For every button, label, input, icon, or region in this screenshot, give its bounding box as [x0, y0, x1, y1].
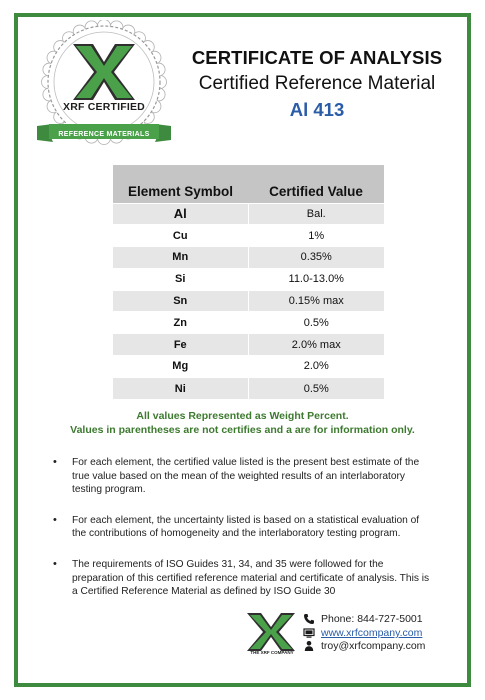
- certified-value: Bal.: [248, 203, 384, 225]
- certified-value: 1%: [248, 225, 384, 247]
- element-symbol: Mn: [113, 247, 248, 269]
- table-row: [113, 377, 384, 399]
- bullet-icon: •: [53, 456, 57, 468]
- element-symbol: Al: [113, 203, 248, 225]
- person-icon: [303, 640, 315, 652]
- table-row: [113, 356, 384, 378]
- list-item-text: For each element, the uncertainty listed is based on a statistical evaluation of the contributions of homogeneity and the interlaboratory testing program.: [72, 514, 420, 540]
- table-row: [113, 290, 384, 312]
- certification-notes-list: [50, 456, 435, 616]
- parentheses-note: Values in parentheses are not certifies and a are for information only.: [70, 424, 415, 436]
- list-item: [50, 456, 435, 497]
- table-row: [113, 203, 384, 225]
- seal-ribbon-text: REFERENCE MATERIALS: [58, 131, 150, 138]
- certified-value: 0.35%: [248, 247, 384, 269]
- company-caption: THE XRF COMPANY: [250, 650, 294, 655]
- table-row: [113, 268, 384, 290]
- x-logo-icon: [245, 612, 297, 652]
- list-item-text: For each element, the certified value listed is the present best estimate of the true value based on the mean of the weighted results of an interlaboratory testing program.: [72, 457, 420, 496]
- certified-value: 2.0%: [248, 356, 384, 378]
- certified-value: 0.15% max: [248, 290, 384, 312]
- website-link[interactable]: www.xrfcompany.com: [321, 627, 423, 639]
- certified-value: 2.0% max: [248, 334, 384, 356]
- table-row: [113, 225, 384, 247]
- element-symbol: Fe: [113, 334, 248, 356]
- computer-icon: [303, 627, 315, 639]
- phone-number: Phone: 844-727-5001: [321, 613, 423, 625]
- xrf-certified-seal-logo: [35, 20, 173, 158]
- certified-value: 0.5%: [248, 312, 384, 334]
- element-symbol: Sn: [113, 290, 248, 312]
- bullet-icon: •: [53, 513, 57, 526]
- element-symbol: Mg: [113, 356, 248, 378]
- phone-contact: [303, 613, 423, 625]
- email-contact: [303, 640, 425, 652]
- email-address: troy@xrfcompany.com: [321, 640, 426, 652]
- element-symbol: Ni: [113, 377, 248, 399]
- list-item: [50, 558, 435, 599]
- list-item: [50, 514, 435, 541]
- table-row: [113, 334, 384, 356]
- element-symbol: Zn: [113, 312, 248, 334]
- certified-value: 11.0-13.0%: [248, 268, 384, 290]
- table-row: [113, 247, 384, 269]
- column-header-value: Certified Value: [248, 165, 384, 203]
- website-contact: [303, 627, 422, 639]
- seal-title: XRF CERTIFIED: [63, 101, 145, 113]
- column-header-element: Element Symbol: [113, 165, 248, 203]
- element-symbol: Cu: [113, 225, 248, 247]
- phone-icon: [303, 613, 315, 625]
- certificate-subtitle: Certified Reference Material: [198, 73, 436, 94]
- table-header-row: [113, 165, 384, 203]
- product-name: Al 413: [289, 99, 345, 120]
- certified-values-table: [113, 165, 384, 399]
- table-row: [113, 312, 384, 334]
- weight-percent-note: All values Represented as Weight Percent.: [136, 410, 349, 422]
- bullet-icon: •: [53, 557, 57, 570]
- element-symbol: Si: [113, 268, 248, 290]
- list-item-text: The requirements of ISO Guides 31, 34, and 35 were followed for the preparation of this certified reference material and certificate of analysis. This is a Certified Reference Material as defined by ISO Guide 30: [72, 558, 430, 598]
- certified-value: 0.5%: [248, 377, 384, 399]
- certificate-title: CERTIFICATE OF ANALYSIS: [191, 47, 443, 68]
